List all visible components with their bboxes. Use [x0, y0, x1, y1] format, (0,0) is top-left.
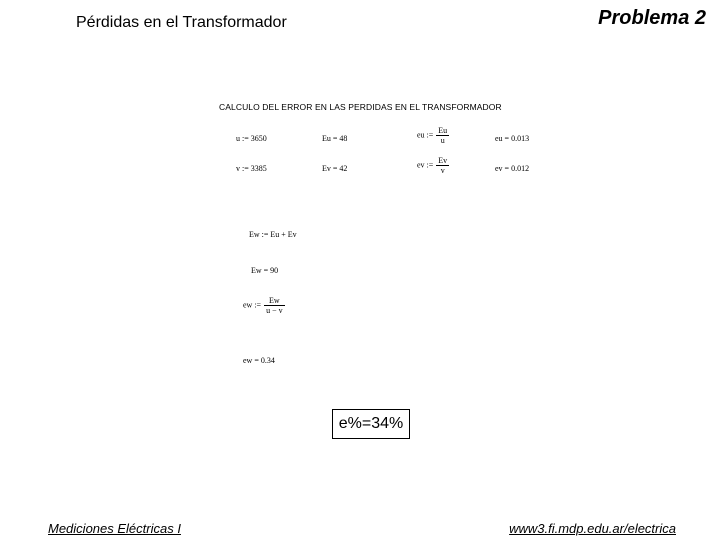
eu-abs-definition: Eu = 48 — [322, 134, 348, 143]
footer-url[interactable]: www3.fi.mdp.edu.ar/electrica — [509, 521, 676, 536]
v-definition: v := 3385 — [236, 164, 267, 173]
ew-abs-value: Ew = 90 — [251, 266, 279, 275]
ew-rel-value: ew = 0.34 — [243, 356, 275, 365]
ev-rel-denominator: v — [436, 165, 449, 175]
eu-rel-numerator: Eu — [438, 126, 448, 135]
u-definition: u := 3650 — [236, 134, 267, 143]
slide-title: Pérdidas en el Transformador — [76, 14, 287, 31]
ew-rel-lhs: ew := — [243, 300, 262, 310]
ew-abs-definition: Ew := Eu + Ev — [249, 230, 297, 239]
calc-heading: CALCULO DEL ERROR EN LAS PERDIDAS EN EL TRANSFORMADOR — [219, 102, 502, 112]
eu-rel-value: eu = 0.013 — [495, 134, 530, 143]
eu-rel-formula — [417, 126, 449, 145]
ev-rel-lhs: ev := — [417, 160, 434, 170]
result-text: e%=34% — [338, 415, 404, 432]
ev-abs-definition: Ev = 42 — [322, 164, 348, 173]
eu-rel-lhs: eu := — [417, 130, 434, 140]
ew-rel-denominator: u − v — [266, 306, 283, 315]
ew-rel-formula — [243, 296, 285, 315]
ev-rel-formula — [417, 156, 449, 175]
eu-rel-fraction — [436, 126, 449, 145]
result-box — [332, 409, 410, 439]
eu-rel-denominator: u — [436, 135, 449, 145]
ev-rel-numerator: Ev — [438, 156, 448, 165]
ev-rel-fraction — [436, 156, 449, 175]
ew-rel-fraction — [264, 296, 285, 315]
footer-course: Mediciones Eléctricas I — [48, 521, 181, 536]
problem-label: Problema 2 — [598, 7, 706, 29]
ew-rel-numerator: Ew — [268, 296, 280, 305]
ev-rel-value: ev = 0.012 — [495, 164, 530, 173]
